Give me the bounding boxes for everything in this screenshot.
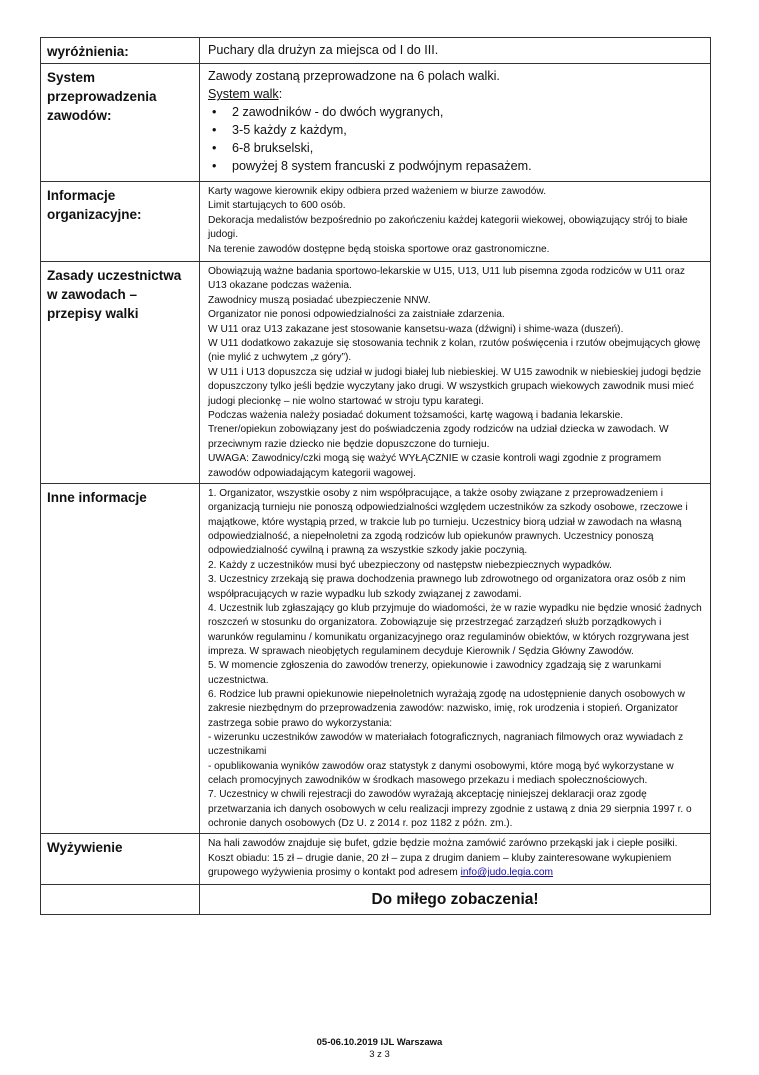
footer-event: 05-06.10.2019 IJL Warszawa [316, 1037, 443, 1048]
fight-system-list [208, 103, 702, 175]
row-label: Zasady uczestnictwa w zawodach – przepisy walki [41, 262, 200, 484]
text-line: 4. Uczestnik lub zgłaszający go klub przyjmuje do wiadomości, że w razie wypadku nie będzie wnosić żadnych roszczeń w stosunku do organizatora. Zobowiązuje się przestrzegać zarządzeń służb porządkowych i warunków regulaminu / komunikatu organizacyjnego oraz regulaminów obiektów, w których rozgrywana jest impreza. W sprawach nieobjętych regulaminem decyduje Kierownik / Sędzia Główny Zawodów. [208, 602, 702, 657]
text-line: - opublikowania wyników zawodów oraz statystyk z danymi osobowymi, które mogą być wykorzystane w celach promocyjnych zawodników w środkach masowego przekazu i mediach społecznościowych. [208, 760, 674, 786]
text-line: Obowiązują ważne badania sportowo-lekarskie w U15, U13, U11 lub pisemna zgoda rodziców w U11 oraz U13 okazane podczas ważenia. [208, 266, 685, 292]
text-line: Karty wagowe kierownik ekipy odbiera przed ważeniem w biurze zawodów. [208, 186, 547, 197]
list-item: • 3-5 każdy z każdym, [208, 121, 702, 139]
row-value [200, 834, 711, 885]
page-footer [0, 1037, 759, 1061]
table-row-catering [41, 834, 711, 885]
subheading-suffix: : [278, 87, 283, 101]
competition-info-table [40, 37, 711, 915]
closing-message: Do miłego zobaczenia! [200, 885, 711, 915]
text-line: 1. Organizator, wszystkie osoby z nim współpracujące, a także osoby związane z przeprowadzeniem i organizacją turnieju nie ponoszą odpowiedzialności względem uczestników za szkody osobowe, rzeczowe i majątkowe, które wystąpią przed, w trakcie lub po turnieju. Uczestnicy biorą udział w zawodach na własną odpowiedzialność, a niepełnoletni za zgodą rodziców lub opiekunów prawnych. Uczestnicy ponoszą odpowiedzialność cywilną i prawną za wszystkie szkody jakie poczynią. [208, 488, 688, 557]
row-value [200, 38, 711, 64]
text-line: UWAGA: Zawodnicy/czki mogą się ważyć WYŁĄCZNIE w czasie kontroli wagi zgodnie z programem zawodów odpowiadającym kategorii wagowej. [208, 453, 662, 479]
text-line: Zawody zostaną przeprowadzone na 6 polach walki. [208, 69, 500, 83]
row-value [200, 484, 711, 834]
table-row-competition-system [41, 64, 711, 182]
text-line: Na terenie zawodów dostępne będą stoiska sportowe oraz gastronomiczne. [208, 243, 550, 255]
text-line: - wizerunku uczestników zawodów w materiałach fotograficznych, nagraniach filmowych oraz wywiadach z uczestnikami [208, 731, 684, 758]
table-row-organizational-info [41, 182, 711, 262]
email-link[interactable]: info@judo.legia.com [460, 867, 554, 879]
table-row-other-info [41, 484, 711, 834]
text-line: Zawodnicy muszą posiadać ubezpieczenie NNW. [208, 294, 431, 306]
subheading [208, 85, 702, 103]
text-line: W U11 i U13 dopuszcza się udział w judogi białej lub niebieskiej. W U15 zawodnik w niebieskiej judogi będzie dopuszczony tylko jeśli będzie wyczytany jako drugi. W wszystkich grupach wiekowych zawodnik musi mieć judogi plecionkę – nie wolno startować w stroju typu karategi. [208, 366, 702, 407]
subheading-text: System walk [208, 87, 279, 101]
text-line: 7. Uczestnicy w chwili rejestracji do zawodów wyrażają akceptację niniejszej deklaracji oraz zgodę przetwarzania ich danych osobowych w celu realizacji imprezy zgodnie z ustawą z dnia 29 sierpnia 1997 r. o ochronie danych osobowych (Dz U. z 2014 r. poz 1182 z późn. zm.). [208, 789, 692, 829]
text-line: 6. Rodzice lub prawni opiekunowie niepełnoletnich wyrażają zgodę na udostępnienie danych osobowych w zakresie niezbędnym do przeprowadzenia zawodów: nazwisko, imię, rok urodzenia i stopień. Organizator zastrzega sobie prawo do wykorzystania: [208, 688, 685, 729]
text-line: W U11 dodatkowo zakazuje się stosowania technik z kolan, rzutów poświęcenia i rzutów obejmujących głowę (nie mylić z uchwytem „z góry”). [208, 338, 701, 364]
row-value [200, 262, 711, 484]
list-item: • 6-8 brukselski, [208, 139, 702, 157]
row-label: Wyżywienie [41, 834, 200, 885]
text-line: W U11 oraz U13 zakazane jest stosowanie kansetsu-waza (dźwigni) i shime-waza (duszeń). [208, 323, 624, 335]
text-line-content: Koszt obiadu: 15 zł – drugie danie, 20 zł – zupa z drugim daniem – kluby zainteresowane wykupieniem grupowego wyżywienia prosimy o kontakt pod adresem [208, 852, 672, 879]
text-line: Podczas ważenia należy posiadać dokument tożsamości, kartę wagową i badania lekarskie. [208, 410, 624, 422]
row-label-empty [41, 885, 200, 915]
text-line: Limit startujących to 600 osób. [208, 200, 346, 212]
text-line: Puchary dla drużyn za miejsca od I do III. [208, 43, 439, 57]
list-item: • 2 zawodników - do dwóch wygranych, [208, 103, 702, 121]
text-line [208, 852, 702, 881]
row-label: System przeprowadzenia zawodów: [41, 64, 200, 182]
text-line: Trener/opiekun zobowiązany jest do poświadczenia zgody rodziców na udział dziecka w zawodach. W przeciwnym razie dziecko nie będzie dopuszczone do turnieju. [208, 424, 669, 450]
text-line: 3. Uczestnicy zrzekają się prawa dochodzenia prawnego lub zdrowotnego od organizatora oraz osób z nim współpracujących w razie wypadku lub szkody związanej z zawodami. [208, 574, 686, 600]
table-row-participation-rules [41, 262, 711, 484]
list-item: • powyżej 8 system francuski z podwójnym repasażem. [208, 157, 702, 175]
table-row-closing [41, 885, 711, 915]
text-line: 2. Każdy z uczestników musi być ubezpieczony od następstw niebezpiecznych wypadków. [208, 559, 612, 571]
row-label: Inne informacje [41, 484, 200, 834]
row-value [200, 182, 711, 262]
row-label: Informacje organizacyjne: [41, 182, 200, 262]
text-line: Na hali zawodów znajduje się bufet, gdzie będzie można zamówić zarówno przekąski jak i ciepłe posiłki. [208, 838, 678, 850]
row-label: wyróżnienia: [41, 38, 200, 64]
table-row-awards [41, 38, 711, 64]
text-line: Dekoracja medalistów bezpośrednio po zakończeniu każdej kategorii wiekowej, obowiązujący strój to białe judogi. [208, 214, 688, 241]
row-value [200, 64, 711, 182]
page-number: 3 z 3 [369, 1049, 390, 1060]
text-line: 5. W momencie zgłoszenia do zawodów trenerzy, opiekunowie i zawodnicy zgadzają się z warunkami uczestnictwa. [208, 660, 662, 686]
text-line: Organizator nie ponosi odpowiedzialności za zaistniałe zdarzenia. [208, 309, 505, 321]
